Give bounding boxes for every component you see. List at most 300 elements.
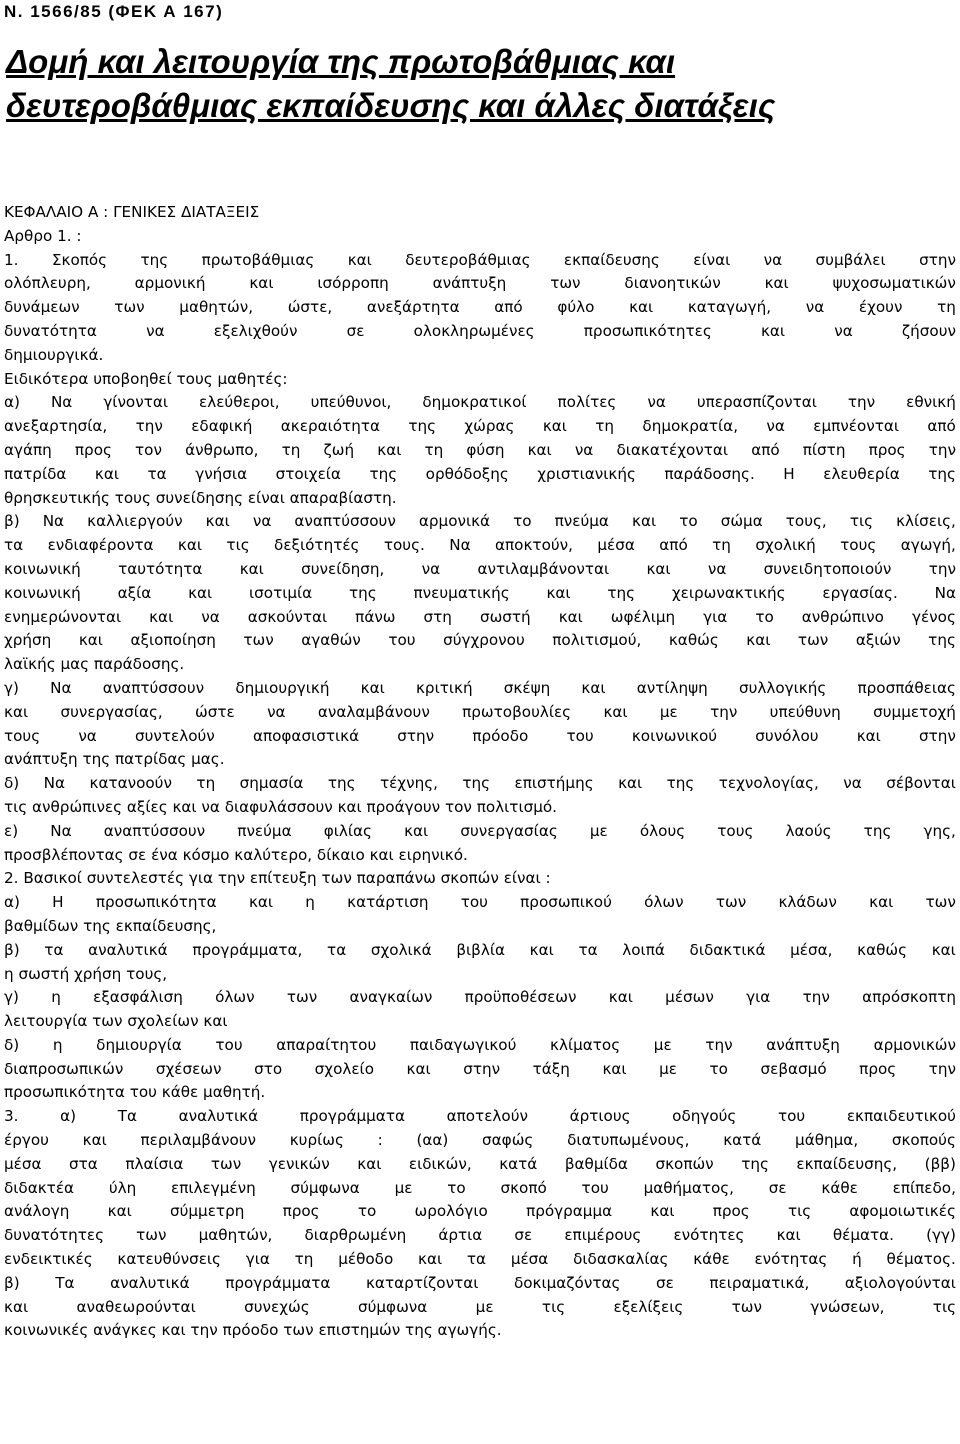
word: συνεργασίας,	[60, 702, 163, 721]
word: όλων	[644, 893, 684, 912]
word: και	[188, 583, 213, 602]
text-line: βαθμίδων της εκπαίδευσης,	[4, 916, 217, 935]
word: λαούς	[785, 821, 832, 840]
word: έχουν	[858, 298, 903, 317]
word: μάθημα,	[795, 1131, 859, 1150]
word: κυρίως	[289, 1131, 344, 1150]
word: κάθε	[821, 1178, 858, 1197]
word: την	[802, 988, 830, 1007]
word: όλους	[639, 821, 686, 840]
text-line	[4, 1177, 956, 1201]
word: τις	[932, 1297, 956, 1316]
word: εκπαιδευτικού	[846, 1107, 956, 1126]
document-page	[4, 0, 956, 1343]
word: πνεύμα	[237, 821, 292, 840]
text-line	[4, 1129, 956, 1153]
word: να	[766, 417, 785, 436]
word: ανάπτυξη	[766, 1035, 840, 1054]
word: σεβασμό	[760, 1059, 827, 1078]
word: και	[4, 1297, 29, 1316]
text-line: τις ανθρώπινες αξίες και να διαφυλάσσουν και προάγουν τον πολιτισμό.	[4, 797, 557, 816]
word: θέματα.	[832, 1226, 894, 1245]
word: χρήση	[4, 631, 52, 650]
word: πρόγραμμα	[526, 1202, 613, 1221]
word: προσωπικότητες	[583, 321, 712, 340]
text-line	[4, 1153, 956, 1177]
word: των	[797, 631, 829, 650]
word: των	[925, 893, 956, 912]
word: κλίσεις,	[896, 512, 956, 531]
word: με	[475, 1297, 494, 1316]
word: της	[349, 583, 377, 602]
word: και	[527, 440, 552, 459]
word: ασκούνται	[247, 607, 328, 626]
word: και	[404, 821, 429, 840]
word: την	[710, 702, 738, 721]
word: την	[928, 440, 956, 459]
word: του	[777, 1107, 806, 1126]
word: αντίληψη	[636, 678, 708, 697]
word: συνείδηση,	[301, 559, 385, 578]
word: βιβλία	[456, 940, 505, 959]
word: ωφέλιμη	[610, 607, 676, 626]
text-line	[4, 986, 956, 1010]
word: φιλίας	[323, 821, 372, 840]
word: του	[388, 631, 416, 650]
word: καθώς	[668, 631, 719, 650]
word: βαθμίδα	[564, 1154, 628, 1173]
text-line	[4, 891, 956, 915]
word: επιλεγμένη	[171, 1178, 256, 1197]
text-line: λαϊκής μας παράδοσης.	[4, 655, 185, 674]
word: απρόσκοπτη	[862, 988, 956, 1007]
word: σωστή	[479, 607, 531, 626]
word: από	[927, 417, 956, 436]
word: άρτια	[438, 1226, 483, 1245]
word: των	[114, 298, 145, 317]
word: με	[659, 702, 678, 721]
text-line: ανάπτυξη της πατρίδας μας.	[4, 750, 225, 769]
word: μέσα	[597, 536, 635, 555]
word: ολόπλευρη,	[4, 274, 91, 293]
word: αποτελούν	[446, 1107, 528, 1126]
word: η	[305, 893, 315, 912]
word: σε	[346, 321, 365, 340]
word: και	[746, 631, 771, 650]
word: επιστήμης	[514, 774, 594, 793]
word: παράδοσης.	[664, 464, 755, 483]
word: και	[78, 631, 103, 650]
word: και	[650, 1202, 675, 1221]
word: χριστιανικής	[537, 464, 636, 483]
word: συντελούν	[134, 726, 215, 745]
word: της	[741, 1154, 769, 1173]
word: ελεύθεροι,	[199, 393, 280, 412]
word: ανεξαρτησία,	[4, 417, 108, 436]
word: και	[360, 678, 385, 697]
word: το	[709, 1059, 728, 1078]
word: τη	[294, 1250, 314, 1269]
word: αποφασιστικά	[252, 726, 360, 745]
text-line: δημιουργικά.	[4, 345, 104, 364]
word: των	[210, 1154, 242, 1173]
word: δημιουργική	[235, 678, 330, 697]
word: για	[703, 607, 728, 626]
word: κατά	[499, 1154, 538, 1173]
word: ενότητας	[754, 1250, 828, 1269]
word: καταρτίζονται	[365, 1273, 479, 1292]
word: Να	[42, 512, 65, 531]
word: σαφώς	[482, 1131, 534, 1150]
word: και	[249, 274, 274, 293]
word: στοιχεία	[275, 464, 341, 483]
text-line: προσωπικότητα του κάθε μαθητή.	[4, 1083, 266, 1102]
word: το	[357, 1202, 377, 1221]
word: Να	[50, 678, 72, 697]
word: να	[78, 726, 97, 745]
word: Η	[52, 893, 64, 912]
word: ενδιαφέροντα	[47, 536, 154, 555]
word: στην	[919, 726, 956, 745]
word: πολιτισμού,	[552, 631, 642, 650]
word: κλίματος	[550, 1035, 621, 1054]
word: τη	[595, 417, 615, 436]
word: στην	[919, 250, 956, 269]
word: επιμέρους	[564, 1226, 642, 1245]
word: Σκοπός	[51, 250, 108, 269]
word: σκέψη	[503, 678, 551, 697]
word: και	[177, 536, 203, 555]
text-line	[4, 249, 956, 273]
word: αναπτύσσουν	[103, 821, 206, 840]
word: τα	[466, 1250, 487, 1269]
text-line	[4, 772, 956, 796]
word: συλλογικής	[738, 678, 827, 697]
text-line	[4, 558, 956, 582]
word: την	[705, 1035, 733, 1054]
word: τις	[849, 512, 874, 531]
word: της	[863, 821, 892, 840]
word: δημοκρατικοί	[422, 393, 527, 412]
text-line	[4, 606, 956, 630]
word: λοιπά	[622, 940, 665, 959]
word: πρόοδο	[472, 726, 529, 745]
word: στο	[254, 1059, 283, 1078]
word: των	[715, 893, 747, 912]
word: να	[421, 559, 441, 578]
word: Να	[50, 821, 72, 840]
word: εξελίξεις	[613, 1297, 684, 1316]
word: προγράμματα	[225, 1273, 331, 1292]
word: για	[245, 1250, 270, 1269]
word: μέσα	[510, 1250, 549, 1269]
text-line	[4, 1058, 956, 1082]
word: στην	[397, 726, 435, 745]
text-line	[4, 1105, 956, 1129]
word: τα	[147, 464, 167, 483]
word: αξία	[117, 583, 152, 602]
word: α)	[60, 1107, 77, 1126]
word: αξιολογούνται	[844, 1273, 956, 1292]
word: συνειδητοποιούν	[763, 559, 892, 578]
word: ισοτιμία	[249, 583, 313, 602]
word: το	[513, 512, 532, 531]
word: κοινωνικού	[631, 726, 718, 745]
text-line: η σωστή χρήση τους,	[4, 964, 168, 983]
word: απαραίτητου	[276, 1035, 377, 1054]
word: τις	[226, 536, 250, 555]
word: ανάλογη	[4, 1202, 70, 1221]
word: εμπνέονται	[813, 417, 900, 436]
word: της	[666, 774, 695, 793]
word: υπερασπίζονται	[696, 393, 817, 412]
word: διαρθρωμένη	[304, 1226, 407, 1245]
word: αναγκαίων	[349, 988, 433, 1007]
word: υπεύθυνη	[769, 702, 841, 721]
word: τεχνολογίας,	[718, 774, 819, 793]
word: αρμονική	[134, 274, 206, 293]
word: στη	[423, 607, 452, 626]
word: να	[201, 607, 220, 626]
word: τις	[541, 1297, 566, 1316]
word: και	[239, 559, 264, 578]
word: δυνάμεων	[4, 298, 80, 317]
text-line	[4, 534, 956, 558]
word: ορθόδοξης	[425, 464, 509, 483]
word: σε	[768, 1178, 787, 1197]
word: ενότητες	[673, 1226, 745, 1245]
word: να	[843, 774, 862, 793]
word: πειραματικά,	[709, 1273, 810, 1292]
word: αναπτύσσουν	[294, 512, 396, 531]
word: μέσων	[665, 988, 714, 1007]
word: και	[764, 274, 789, 293]
word: να	[834, 321, 853, 340]
word: τους.	[383, 536, 425, 555]
word: και	[931, 940, 956, 959]
text-line	[4, 391, 956, 415]
word: και	[377, 440, 402, 459]
word: ωρολόγιο	[414, 1202, 488, 1221]
word: καταγωγή,	[687, 298, 772, 317]
word: διαπροσωπικών	[4, 1059, 124, 1078]
word: κοινωνική	[4, 559, 81, 578]
word: είναι	[693, 250, 731, 269]
word: τα	[578, 940, 598, 959]
word: τη	[424, 440, 444, 459]
word: τη	[196, 774, 216, 793]
text-line	[4, 463, 956, 487]
word: προς	[74, 440, 112, 459]
word: την	[928, 1059, 956, 1078]
word: και	[149, 607, 174, 626]
word: γίνονται	[103, 393, 168, 412]
word: της	[408, 417, 437, 436]
word: των	[136, 1226, 167, 1245]
word: αναλυτικά	[110, 1273, 190, 1292]
word: και	[82, 1131, 107, 1150]
word: πρωτοβουλίες	[462, 702, 572, 721]
word: ολοκληρωμένες	[413, 321, 535, 340]
word: συμβάλει	[815, 250, 886, 269]
word: αναπτύσσουν	[102, 678, 205, 697]
word: εθνική	[906, 393, 956, 412]
word: και	[205, 512, 230, 531]
word: της	[607, 583, 636, 602]
word: δευτεροβάθμιας	[405, 250, 531, 269]
word: να	[647, 393, 666, 412]
word: χειρωνακτικής	[671, 583, 786, 602]
word: σημασία	[239, 774, 304, 793]
word: του	[460, 893, 488, 912]
word: έργου	[4, 1131, 49, 1150]
word: κατάρτιση	[347, 893, 429, 912]
text-line	[4, 1200, 956, 1224]
word: γνώσεων,	[810, 1297, 885, 1316]
text-line	[4, 272, 956, 296]
word: κριτική	[415, 678, 473, 697]
word: της	[928, 631, 956, 650]
text-line: προσβλέποντας σε ένα κόσμο καλύτερο, δίκαιο και ειρηνικό.	[4, 845, 468, 864]
word: για	[746, 988, 771, 1007]
word: του	[581, 1178, 609, 1197]
word: και	[248, 893, 274, 912]
word: με	[659, 1059, 677, 1078]
word: Να	[449, 536, 471, 555]
word: των	[550, 274, 581, 293]
word: συνόλου	[755, 726, 819, 745]
word: φύση	[466, 440, 505, 459]
word: αγωγή,	[900, 536, 956, 555]
word: διδακτικά	[689, 940, 766, 959]
word: ανθρώπινο	[801, 607, 884, 626]
text-line	[4, 582, 956, 606]
word: και	[581, 678, 606, 697]
word: με	[394, 1178, 413, 1197]
word: α)	[4, 893, 20, 912]
word: και	[406, 1059, 431, 1078]
word: αναλυτικά	[88, 940, 168, 959]
word: περιλαμβάνουν	[140, 1131, 257, 1150]
word: β)	[4, 512, 20, 531]
word: των	[731, 1297, 762, 1316]
word: και	[602, 1059, 627, 1078]
word: αναλυτικά	[178, 1107, 259, 1126]
word: τους	[717, 821, 754, 840]
word: υπεύθυνοι,	[310, 393, 392, 412]
word: ανάπτυξη	[432, 274, 507, 293]
word: ελευθερία	[823, 464, 900, 483]
word: της	[327, 774, 356, 793]
word: προς	[868, 440, 906, 459]
word: των	[243, 631, 274, 650]
word: δημιουργία	[96, 1035, 182, 1054]
word: να	[252, 512, 272, 531]
word: να	[574, 440, 594, 459]
word: να	[805, 298, 825, 317]
word: σε	[514, 1226, 533, 1245]
word: ώστε,	[287, 298, 333, 317]
word: με	[653, 1035, 672, 1054]
word: και	[856, 726, 881, 745]
text-line: 2. Βασικοί συντελεστές για την επίτευξη των παραπάνω σκοπών είναι :	[4, 869, 551, 888]
word: δημοκρατία,	[642, 417, 739, 436]
word: δυνατότητες	[4, 1226, 105, 1245]
document-title-line-1: Δομή και λειτουργία της πρωτοβάθμιας και	[6, 43, 676, 80]
word: (ββ)	[924, 1154, 956, 1173]
word: αναθεωρούνται	[76, 1297, 196, 1316]
word: σύμφωνα	[357, 1297, 428, 1316]
word: τη	[712, 536, 731, 555]
word: από	[659, 536, 688, 555]
text-line: Ειδικότερα υποβοηθεί τους μαθητές:	[4, 369, 288, 388]
word: μέσα	[4, 1154, 42, 1173]
word: τη	[281, 440, 301, 459]
word: Να	[50, 393, 73, 412]
text-line	[4, 820, 956, 844]
word: της	[462, 774, 491, 793]
word: ζήσουν	[901, 321, 956, 340]
word: προς	[859, 1059, 897, 1078]
word: γένος	[911, 607, 956, 626]
word: και	[629, 298, 654, 317]
word: κοινωνική	[4, 583, 81, 602]
word: παιδαγωγικού	[409, 1035, 517, 1054]
word: και	[357, 1154, 382, 1173]
word: προϋποθέσεων	[464, 988, 577, 1007]
word: πάνω	[355, 607, 396, 626]
word: μαθητών,	[198, 1226, 273, 1245]
text-line	[4, 439, 956, 463]
chapter-heading: ΚΕΦΑΛΑΙΟ Α : ΓΕΝΙΚΕΣ ΔΙΑΤΑΞΕΙΣ	[4, 203, 260, 221]
word: ζωή	[323, 440, 355, 459]
text-line	[4, 296, 956, 320]
word: ύλη	[108, 1178, 137, 1197]
word: ακεραιότητα	[280, 417, 380, 436]
text-line: θρησκευτικής τους συνείδησης είναι απαραβίαστη.	[4, 488, 397, 507]
word: διατυπωμένους,	[567, 1131, 690, 1150]
word: 3.	[4, 1107, 19, 1126]
word: και	[529, 940, 554, 959]
word: από	[751, 440, 780, 459]
word: και	[603, 702, 628, 721]
word: σχολικά	[370, 940, 432, 959]
word: γενικών	[268, 1154, 330, 1173]
text-line	[4, 320, 956, 344]
word: στα	[69, 1154, 98, 1173]
word: και	[94, 464, 120, 483]
word: προγράμματα	[299, 1107, 405, 1126]
word: μαθήματος,	[643, 1178, 735, 1197]
word: πατρίδα	[4, 464, 67, 483]
word: και	[632, 512, 657, 531]
text-line	[4, 701, 956, 725]
word: σχέσεων	[155, 1059, 222, 1078]
text-line	[4, 510, 956, 534]
word: πολίτες	[557, 393, 617, 412]
word: το	[755, 607, 774, 626]
word: αρμονικά	[418, 512, 491, 531]
word: διδακτέα	[4, 1178, 75, 1197]
word: κατανοούν	[89, 774, 172, 793]
word: β)	[4, 940, 20, 959]
word: τους,	[785, 512, 827, 531]
word: γης,	[923, 821, 956, 840]
word: εξελιχθούν	[213, 321, 298, 340]
word: προσωπικού	[520, 893, 612, 912]
document-title	[6, 40, 956, 128]
word: β)	[4, 1273, 20, 1292]
